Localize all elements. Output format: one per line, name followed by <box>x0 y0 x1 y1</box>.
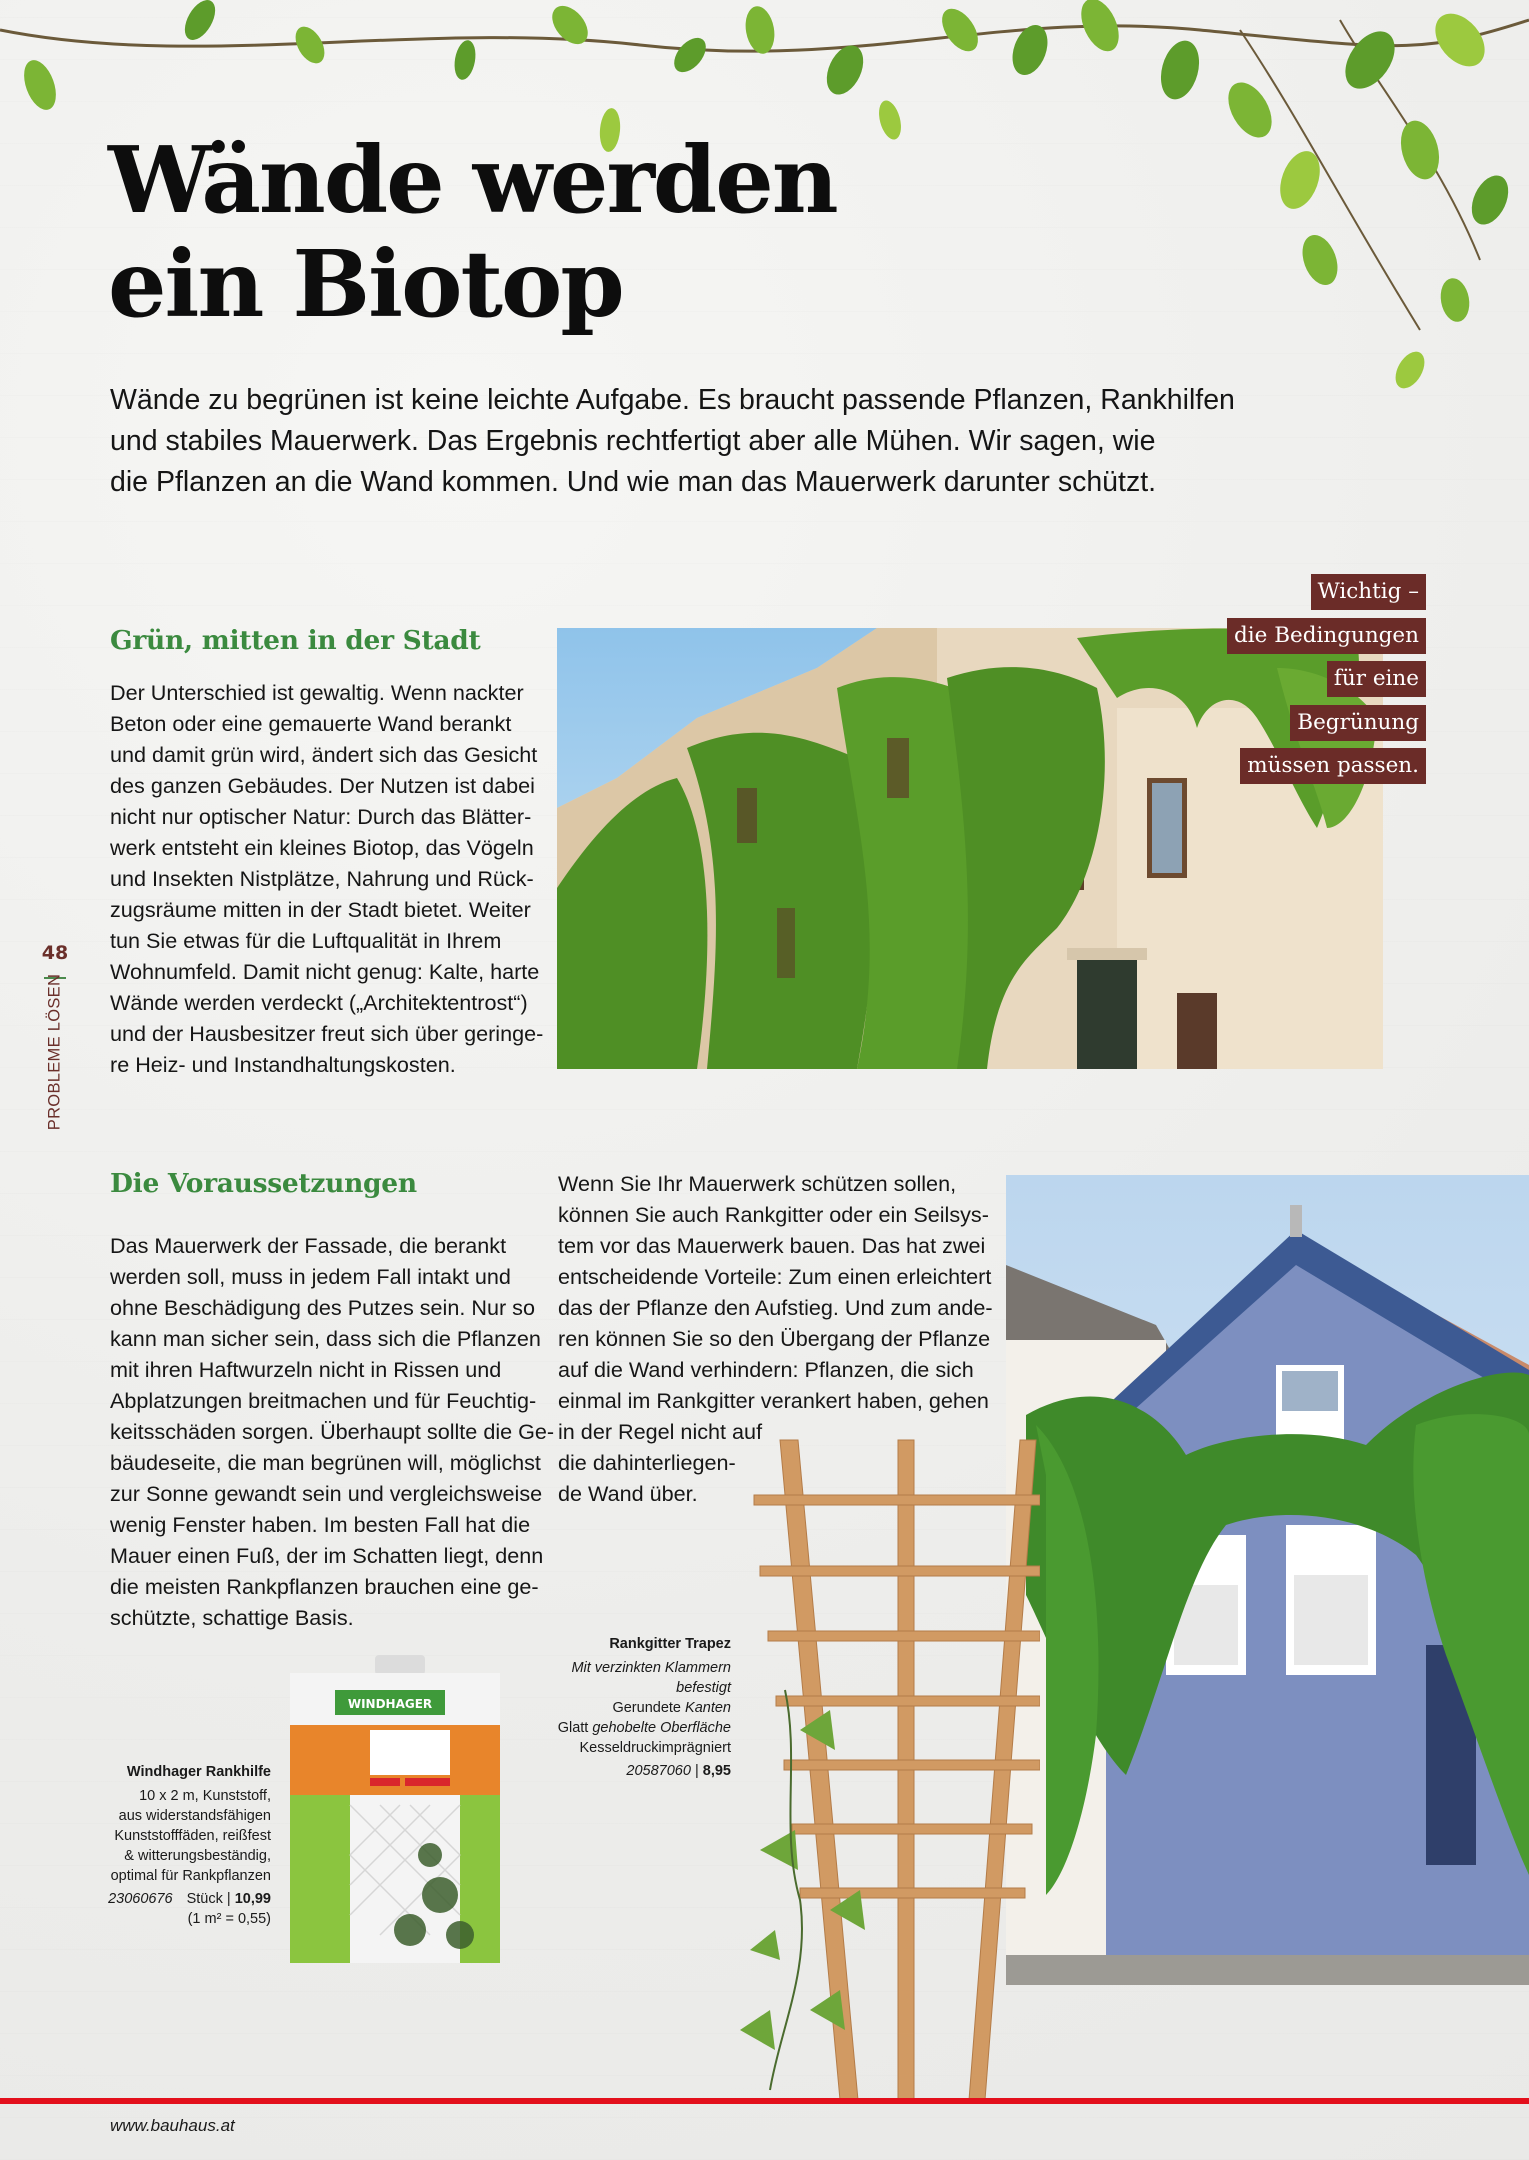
body-line: kann man sicher sein, dass sich die Pflanzen <box>110 1326 541 1351</box>
body-line: werden soll, muss in jedem Fall intakt und <box>110 1264 511 1289</box>
callout-line: Begrünung <box>1290 705 1426 741</box>
article-title <box>108 128 837 336</box>
windhager-product-name: Windhager Rankhilfe <box>126 1764 271 1780</box>
body-line: können Sie auch Rankgitter oder ein Seilsys- <box>558 1202 989 1227</box>
body-line: Wände werden verdeckt („Architektentrost“) <box>110 990 528 1015</box>
body-line: Wohnumfeld. Damit nicht genug: Kalte, harte <box>110 959 540 984</box>
body-line: zugsräume mitten in der Stadt bietet. Weiter <box>110 897 531 922</box>
footer-website-link[interactable]: www.bauhaus.at <box>110 2116 235 2135</box>
body-line: und damit grün wird, ändert sich das Gesicht <box>110 742 538 767</box>
body-line: auf die Wand verhindern: Pflanzen, die sich <box>558 1357 974 1382</box>
windhager-feature: aus widerstandsfähigen <box>118 1808 271 1824</box>
windhager-article-number: 23060676 <box>108 1891 173 1907</box>
title-line-2: ein Biotop <box>108 230 623 338</box>
intro-paragraph <box>110 380 1235 503</box>
body-line: Abplatzungen breitmachen und für Feuchtig- <box>110 1388 537 1413</box>
trellis-feature-italic: Kanten <box>685 1700 731 1716</box>
trellis-price: 8,95 <box>702 1763 731 1779</box>
section-label: PROBLEME LÖSEN <box>45 973 64 1131</box>
section-heading-green-city: Grün, mitten in der Stadt <box>110 625 481 656</box>
footer-rule <box>0 2098 1529 2104</box>
body-line: Wenn Sie Ihr Mauerwerk schützen sollen, <box>558 1171 957 1196</box>
callout-line: die Bedingungen <box>1227 618 1426 654</box>
trellis-article-number: 20587060 <box>626 1763 691 1779</box>
windhager-feature: optimal für Rankpflanzen <box>110 1868 271 1884</box>
page-number: 48 <box>41 942 69 964</box>
body-line: zur Sonne gewandt sein und vergleichsweise <box>110 1481 543 1506</box>
body-line: Der Unterschied ist gewaltig. Wenn nackter <box>110 680 524 705</box>
windhager-net-box-image <box>280 1655 510 1965</box>
windhager-feature: Kunststofffäden, reißfest <box>114 1828 271 1844</box>
intro-line: Wände zu begrünen ist keine leichte Aufgabe. Es braucht passende Pflanzen, Rankhilfen <box>110 384 1235 416</box>
body-line: werk entsteht ein kleines Biotop, das Vögeln <box>110 835 534 860</box>
trellis-feature: Kesseldruckimprägniert <box>579 1740 731 1756</box>
price-separator: | <box>690 1763 703 1779</box>
body-line: einmal im Rankgitter verankert haben, gehen <box>558 1388 989 1413</box>
body-line: mit ihren Haftwurzeln nicht in Rissen und <box>110 1357 502 1382</box>
trellis-feature: Glatt <box>557 1720 593 1736</box>
body-line: de Wand über. <box>558 1481 698 1506</box>
windhager-feature: & witterungsbeständig, <box>124 1848 271 1864</box>
body-line: re Heiz- und Instandhaltungskosten. <box>110 1052 456 1077</box>
body-line: Das Mauerwerk der Fassade, die berankt <box>110 1233 507 1258</box>
box-brand-logo: WINDHAGER <box>347 1697 433 1711</box>
body-line: des ganzen Gebäudes. Der Nutzen ist dabei <box>110 773 535 798</box>
windhager-price: 10,99 <box>234 1891 271 1907</box>
body-line: das der Pflanze den Aufstieg. Und zum ande- <box>558 1295 993 1320</box>
callout-line: Wichtig – <box>1311 574 1426 610</box>
trellis-caption <box>558 1634 731 1781</box>
trellis-feature: Gerundete <box>612 1700 686 1716</box>
body-line: keitsschäden sorgen. Überhaupt sollte die Ge- <box>110 1419 555 1444</box>
trellis-feature: Mit verzinkten Klammern <box>571 1660 731 1676</box>
body-line: und Insekten Nistplätze, Nahrung und Rück- <box>110 866 534 891</box>
body-line: entscheidende Vorteile: Zum einen erleichtert <box>558 1264 992 1289</box>
windhager-unit-price: (1 m² = 0,55) <box>187 1911 271 1927</box>
section-body-green-city <box>110 677 543 1080</box>
title-line-1: Wände werden <box>108 126 837 234</box>
body-line: Beton oder eine gemauerte Wand berankt <box>110 711 512 736</box>
windhager-feature: 10 x 2 m, Kunststoff, <box>139 1788 271 1804</box>
section-body-requirements <box>110 1230 554 1633</box>
body-line: nicht nur optischer Natur: Durch das Blätter- <box>110 804 532 829</box>
callout-line: für eine <box>1327 661 1426 697</box>
trellis-product-image <box>740 1430 1040 2100</box>
body-line: wenig Fenster haben. Im besten Fall hat die <box>110 1512 531 1537</box>
body-line: ren können Sie so den Übergang der Pflanze <box>558 1326 991 1351</box>
trellis-feature: befestigt <box>676 1680 731 1696</box>
body-line: und der Hausbesitzer freut sich über geringe- <box>110 1021 544 1046</box>
body-line: in der Regel nicht auf <box>558 1419 763 1444</box>
trellis-product-name: Rankgitter Trapez <box>609 1636 731 1652</box>
section-heading-requirements: Die Voraussetzungen <box>110 1168 417 1199</box>
body-line: die meisten Rankpflanzen brauchen eine ge- <box>110 1574 539 1599</box>
body-line: tun Sie etwas für die Luftqualität in Ihrem <box>110 928 502 953</box>
intro-line: und stabiles Mauerwerk. Das Ergebnis rechtfertigt aber alle Mühen. Wir sagen, wie <box>110 425 1156 457</box>
intro-line: die Pflanzen an die Wand kommen. Und wie man das Mauerwerk darunter schützt. <box>110 466 1157 498</box>
body-line: Mauer einen Fuß, der im Schatten liegt, denn <box>110 1543 544 1568</box>
body-line: schützte, schattige Basis. <box>110 1605 354 1630</box>
windhager-caption <box>108 1762 271 1929</box>
callout-line: müssen passen. <box>1240 748 1426 784</box>
callout-box <box>1227 574 1426 792</box>
body-line: bäudeseite, die man begrünen will, möglichst <box>110 1450 541 1475</box>
body-line: ohne Beschädigung des Putzes sein. Nur so <box>110 1295 535 1320</box>
blue-house-photo <box>1006 1175 1529 1985</box>
body-line: die dahinterliegen- <box>558 1450 736 1475</box>
trellis-feature-italic: gehobelte Oberfläche <box>592 1720 731 1736</box>
windhager-unit: Stück <box>186 1891 223 1907</box>
price-separator: | <box>222 1891 235 1907</box>
body-line: tem vor das Mauerwerk bauen. Das hat zwei <box>558 1233 986 1258</box>
